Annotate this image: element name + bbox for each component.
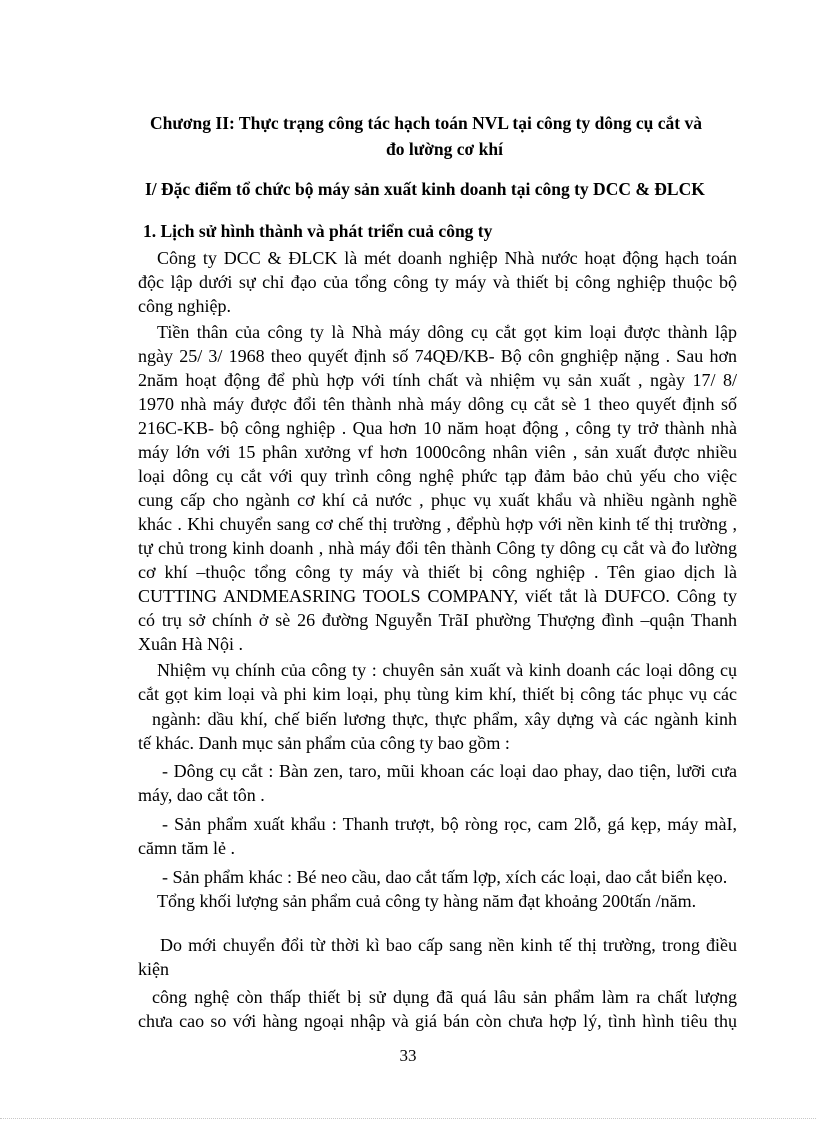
paragraph-2-line: 1970 nhà máy được đổi tên thành nhà máy dông cụ cắt sè 1 theo quyết định số — [138, 394, 737, 414]
paragraph-2-line: 216C-KB- bộ công nghiệp . Qua hơn 10 năm hoạt động , công ty trở thành nhà — [138, 418, 737, 438]
paragraph-1-line: công nghiệp. — [138, 296, 231, 316]
production-total-line: Tổng khối lượng sản phẩm cuả công ty hàng năm đạt khoảng 200tấn /năm. — [157, 891, 697, 911]
subsection-heading: 1. Lịch sử hình thành và phát triển cuả công ty — [143, 221, 493, 241]
paragraph-3-line: Nhiệm vụ chính của công ty : chuyên sản xuất và kinh doanh các loại dông cụ — [157, 660, 737, 680]
bullet-item-export: - Sản phẩm xuất khẩu : Thanh trượt, bộ ròng rọc, cam 2lỗ, gá kẹp, máy màI, — [162, 814, 737, 834]
paragraph-1-line: độc lập dưới sự chỉ đạo của tổng công ty máy và thiết bị công nghiệp thuộc bộ — [138, 272, 737, 292]
page-bottom-rule — [0, 1118, 816, 1119]
bullet-item-tools-cont: máy, dao cắt tôn . — [138, 785, 265, 805]
chapter-title-line-2: đo lường cơ khí — [386, 139, 503, 159]
paragraph-3-line: tế khác. Danh mục sản phẩm của công ty bao gồm : — [138, 733, 510, 753]
bullet-item-other: - Sản phẩm khác : Bé neo cầu, dao cắt tấm lợp, xích các loại, dao cắt biển kẹo. — [162, 867, 728, 887]
bullet-item-tools: - Dông cụ cắt : Bàn zen, taro, mũi khoan các loại dao phay, dao tiện, lưỡi cưa — [162, 761, 737, 781]
paragraph-2-line: loại dông cụ cắt với quy trình công nghệ phức tạp đảm bảo chủ yếu cho việc — [138, 466, 737, 486]
paragraph-3-line: ngành: dầu khí, chế biến lương thực, thực phẩm, xây dựng và các ngành kinh — [152, 709, 737, 729]
chapter-title-line-1: Chương II: Thực trạng công tác hạch toán NVL tại công ty dông cụ cắt và — [150, 113, 703, 133]
paragraph-2-line: máy lớn với 15 phân xưởng vf hơn 1000công nhân viên , sản xuất được nhiều — [138, 442, 737, 462]
paragraph-2-line: Tiền thân của công ty là Nhà máy dông cụ cắt gọt kim loại được thành lập — [157, 322, 737, 342]
paragraph-1-line: Công ty DCC & ĐLCK là mét doanh nghiệp Nhà nước hoạt động hạch toán — [157, 248, 737, 268]
paragraph-2-line: cung cấp cho ngành cơ khí cả nước , phục vụ xuất khẩu và nhiều ngành nghề — [138, 490, 737, 510]
bullet-item-export-cont: cămn tăm lẻ . — [138, 838, 235, 858]
page-number: 33 — [399, 1046, 417, 1065]
section-heading: I/ Đặc điểm tổ chức bộ máy sản xuất kinh doanh tại công ty DCC & ĐLCK — [145, 179, 705, 199]
paragraph-2-line: khác . Khi chuyển sang cơ chế thị trường , đểphù hợp với nền kinh tế thị trường , — [138, 514, 737, 534]
paragraph-2-line: tự chủ trong kinh doanh , nhà máy đổi tên thành Công ty dông cụ cắt và đo lường — [138, 538, 737, 558]
paragraph-2-line: CUTTING ANDMEASRING TOOLS COMPANY, viết tắt là DUFCO. Công ty — [138, 586, 737, 606]
paragraph-2-line: cơ khí –thuộc tổng công ty máy và thiết bị công nghiệp . Tên giao dịch là — [138, 562, 737, 582]
paragraph-4-line: chưa cao so với hàng ngoại nhập và giá bán còn chưa hợp lý, tình hình tiêu thụ — [138, 1011, 737, 1031]
paragraph-2-line: Xuân Hà Nội . — [138, 634, 243, 654]
paragraph-4-line: kiện — [138, 959, 169, 979]
paragraph-3-line: cắt gọt kim loại và phi kim loại, phụ tùng kim khí, thiết bị công tác phục vụ các — [138, 684, 737, 704]
paragraph-4-line: Do mới chuyển đổi từ thời kì bao cấp sang nền kinh tế thị trường, trong điều — [160, 935, 737, 955]
paragraph-2-line: 2năm hoạt động để phù hợp với tính chất và nhiệm vụ sản xuất , ngày 17/ 8/ — [138, 370, 737, 390]
paragraph-4-line: công nghệ còn thấp thiết bị sử dụng đã quá lâu sản phẩm làm ra chất lượng — [152, 987, 737, 1007]
paragraph-2-line: ngày 25/ 3/ 1968 theo quyết định số 74QĐ/KB- Bộ côn gnghiệp nặng . Sau hơn — [138, 346, 737, 366]
paragraph-2-line: có trụ sở chính ở sè 26 đường Nguyễn TrãI phường Thượng đình –quận Thanh — [138, 610, 737, 630]
